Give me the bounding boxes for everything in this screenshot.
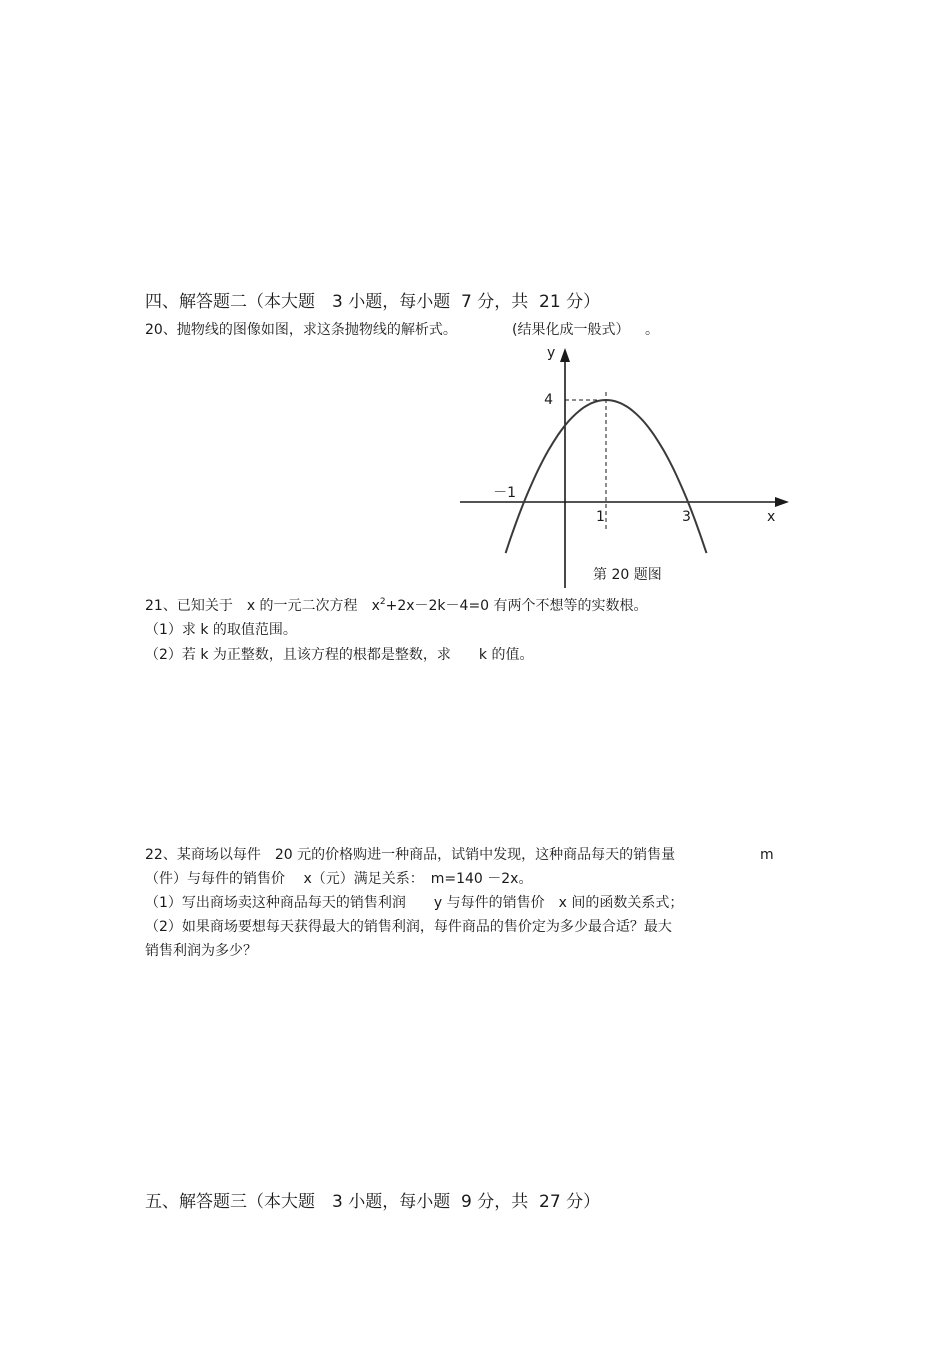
- y-axis-label: y: [547, 345, 556, 361]
- q22-line-1-m: m: [760, 847, 774, 863]
- q20-note: (结果化成一般式）: [512, 322, 630, 338]
- q22-part-2-cont: 销售利润为多少？: [145, 943, 257, 959]
- y-axis-arrow-icon: [560, 348, 570, 362]
- q22-part-1: （1）写出商场卖这种商品每天的销售利润 y 与每件的销售价 x 间的函数关系式；: [145, 895, 684, 911]
- parabola-figure: [450, 340, 800, 590]
- figure-caption: 第 20 题图: [593, 567, 662, 583]
- tick-label-neg1: －1: [493, 485, 516, 501]
- q21-line-1: [145, 597, 648, 615]
- section-4-heading: 四、解答题二（本大题 3 小题，每小题 7 分，共 21 分）: [145, 292, 601, 312]
- q21-x: x: [371, 598, 380, 614]
- x-axis-arrow-icon: [775, 497, 789, 507]
- q21-exponent: 2: [379, 597, 386, 607]
- q22-part-2: （2）如果商场要想每天获得最大的销售利润，每件商品的售价定为多少最合适？最大: [145, 919, 672, 935]
- x-axis-label: x: [767, 509, 776, 525]
- q22-line-1: 22、某商场以每件 20 元的价格购进一种商品，试销中发现，这种商品每天的销售量: [145, 847, 676, 863]
- q21-equation-rest: +2x－2k－4=0 有两个不想等的实数根。: [385, 598, 648, 614]
- tick-label-1: 1: [596, 509, 605, 525]
- tick-label-3: 3: [682, 509, 691, 525]
- tick-label-4: 4: [544, 392, 553, 408]
- q20-end-mark: 。: [645, 322, 659, 338]
- q20-text: 20、抛物线的图像如图，求这条抛物线的解析式。: [145, 322, 457, 338]
- q21-text: 21、已知关于 x 的一元二次方程: [145, 598, 372, 614]
- q21-part-2: （2）若 k 为正整数，且该方程的根都是整数，求 k 的值。: [145, 647, 534, 663]
- section-5-heading: 五、解答题三（本大题 3 小题，每小题 9 分，共 27 分）: [145, 1192, 601, 1212]
- q21-part-1: （1）求 k 的取值范围。: [145, 622, 297, 638]
- q22-line-2: （件）与每件的销售价 x（元）满足关系： m=140 －2x。: [145, 871, 533, 887]
